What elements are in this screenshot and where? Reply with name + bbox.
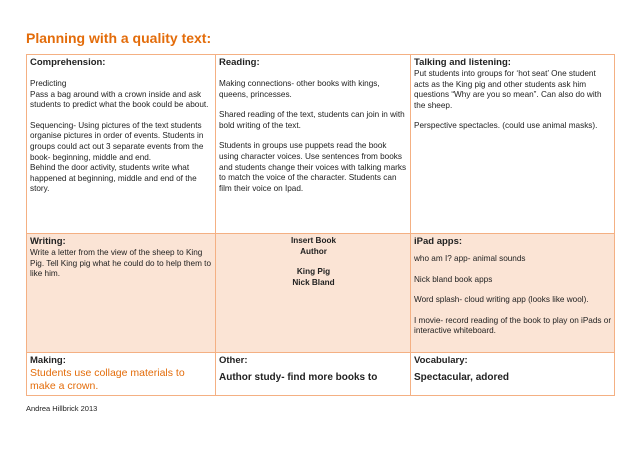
making-text: Students use collage materials to make a crown. (30, 367, 185, 392)
spacer (30, 111, 213, 121)
author-label: Author (300, 246, 327, 256)
grid-row-middle (27, 234, 615, 353)
book-title: King Pig (296, 267, 331, 277)
talking-listening-cell (411, 55, 615, 234)
writing-cell (27, 234, 216, 353)
predicting-text: Pass a bag around with a crown inside and ask students to predict what the book could be about. (30, 89, 209, 110)
ipad-apps-cell (411, 234, 615, 353)
making-heading: Making: (30, 355, 66, 366)
spacer (219, 131, 408, 141)
shared-reading-text: Shared reading of the text, students can join in with bold writing of the text. (219, 110, 405, 130)
spacer (414, 306, 612, 316)
ipad-app-item: Word splash- cloud writing app (looks like wool). (414, 295, 589, 305)
spacer (414, 285, 612, 295)
insert-book-label: Insert Book (290, 236, 337, 245)
spacer (30, 69, 213, 79)
other-heading: Other: (219, 355, 248, 366)
other-cell (216, 353, 411, 396)
reading-heading: Reading: (219, 57, 260, 68)
talking-heading: Talking and listening: (414, 57, 511, 68)
grid-row-bottom (27, 353, 615, 396)
hot-seat-text: Put students into groups for ‘hot seat’ One student acts as the King pig and other students ask him questions “Why are you so mean”. Can also do with the sheep. (414, 69, 602, 110)
vocabulary-text: Spectacular, adored (414, 372, 510, 383)
spectacles-text: Perspective spectacles. (could use animal masks). (414, 121, 598, 131)
writing-text: Write a letter from the view of the sheep to King Pig. Tell King pig what he could do to help them to like him. (30, 248, 211, 279)
planning-grid (26, 54, 615, 396)
connections-text: Making connections- other books with kings, queens, princesses. (219, 79, 380, 99)
spacer (219, 69, 408, 79)
puppets-text: Students in groups use puppets read the book using character voices. Use sentences from books and students change their voices with talking marks to match the voice of the character. Students can film their voice on Ipad. (219, 141, 407, 193)
insert-book-cell (216, 234, 411, 353)
spacer (219, 257, 408, 267)
ipad-app-item: I movie- record reading of the book to play on iPads or interactive whiteboard. (414, 315, 612, 336)
comprehension-cell (27, 55, 216, 234)
other-text: Author study- find more books to (219, 372, 378, 383)
grid-row-top (27, 55, 615, 234)
reading-cell (216, 55, 411, 234)
writing-heading: Writing: (30, 236, 66, 247)
predicting-title: Predicting (30, 79, 67, 88)
ipad-heading: iPad apps: (414, 236, 463, 247)
vocabulary-cell (411, 353, 615, 396)
vocabulary-heading: Vocabulary: (414, 355, 468, 366)
spacer (414, 111, 612, 121)
ipad-app-item: who am I? app- animal sounds (414, 254, 526, 263)
page-title: Planning with a quality text: (26, 30, 212, 46)
footer-credit: Andrea Hillbrick 2013 (26, 404, 98, 413)
sequencing-text: Sequencing- Using pictures of the text students organise pictures in order of events. Students in groups could act out 3 separate events from the book- beginning, middle and end. (30, 120, 204, 162)
spacer (414, 265, 612, 275)
comprehension-heading: Comprehension: (30, 57, 106, 68)
ipad-app-item: Nick bland book apps (414, 274, 493, 284)
door-activity-text: Behind the door activity, students write what happened at beginning, middle and end of the story. (30, 163, 197, 194)
spacer (219, 100, 408, 110)
making-cell (27, 353, 216, 396)
author-name: Nick Bland (292, 277, 335, 287)
